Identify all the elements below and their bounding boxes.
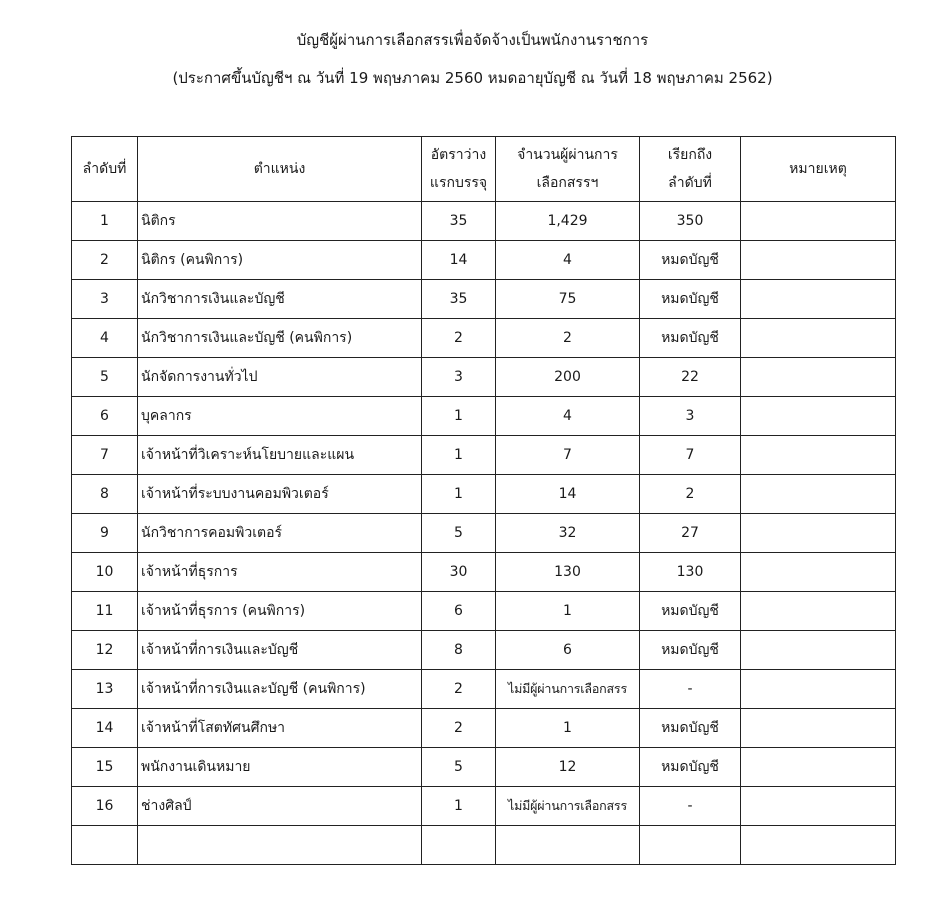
cell-called: หมดบัญชี [640,592,741,631]
header-called [640,137,741,202]
cell-no: 1 [72,202,138,241]
cell-called: หมดบัญชี [640,241,741,280]
table-row [72,553,896,592]
cell-position: นักวิชาการเงินและบัญชี (คนพิการ) [138,319,422,358]
cell-position: นิติกร (คนพิการ) [138,241,422,280]
cell-no: 16 [72,787,138,826]
document-title: บัญชีผู้ผ่านการเลือกสรรเพื่อจัดจ้างเป็นพนักงานราชการ [296,31,649,49]
table-row [72,202,896,241]
cell-called: 130 [640,553,741,592]
cell-called: 27 [640,514,741,553]
cell-position: เจ้าหน้าที่โสตทัศนศึกษา [138,709,422,748]
table-row [72,436,896,475]
cell-passed: 1 [496,709,640,748]
table-row [72,787,896,826]
header-remark: หมายเหตุ [741,137,896,202]
cell-no: 6 [72,397,138,436]
cell-position: นักวิชาการคอมพิวเตอร์ [138,514,422,553]
cell-remark [741,436,896,475]
cell-vacancy: 35 [422,280,496,319]
cell-vacancy: 1 [422,397,496,436]
table-row [72,280,896,319]
table-row [72,631,896,670]
cell-called: - [640,787,741,826]
cell-passed: 6 [496,631,640,670]
cell-no: 10 [72,553,138,592]
table-row [72,241,896,280]
cell-called [640,826,741,865]
cell-called: 3 [640,397,741,436]
cell-no: 12 [72,631,138,670]
table-row [72,826,896,865]
cell-position: พนักงานเดินหมาย [138,748,422,787]
cell-remark [741,202,896,241]
cell-position: นิติกร [138,202,422,241]
cell-remark [741,475,896,514]
cell-called: 7 [640,436,741,475]
cell-position: บุคลากร [138,397,422,436]
cell-no: 5 [72,358,138,397]
cell-remark [741,631,896,670]
cell-vacancy: 14 [422,241,496,280]
cell-vacancy: 2 [422,319,496,358]
cell-vacancy: 2 [422,709,496,748]
header-passed-line2: เลือกสรรฯ [536,175,599,191]
cell-called: หมดบัญชี [640,748,741,787]
candidate-roster-table [71,136,896,865]
header-vacancy-line1: อัตราว่าง [430,147,487,163]
table-row [72,397,896,436]
cell-remark [741,397,896,436]
cell-called: 22 [640,358,741,397]
cell-vacancy: 8 [422,631,496,670]
cell-no: 9 [72,514,138,553]
cell-vacancy: 1 [422,475,496,514]
header-vacancy-line2: แรกบรรจุ [429,175,488,191]
table-row [72,514,896,553]
cell-passed: ไม่มีผู้ผ่านการเลือกสรร [496,787,640,826]
cell-remark [741,514,896,553]
header-passed [496,137,640,202]
cell-no: 15 [72,748,138,787]
cell-called: หมดบัญชี [640,709,741,748]
header-no: ลำดับที่ [72,137,138,202]
cell-remark [741,748,896,787]
cell-called: 2 [640,475,741,514]
table-row [72,709,896,748]
cell-position: นักวิชาการเงินและบัญชี [138,280,422,319]
cell-passed: 2 [496,319,640,358]
cell-no: 13 [72,670,138,709]
cell-vacancy: 2 [422,670,496,709]
table-row [72,592,896,631]
table-header-row [72,137,896,202]
cell-remark [741,358,896,397]
cell-remark [741,709,896,748]
cell-passed: 1 [496,592,640,631]
cell-called: หมดบัญชี [640,319,741,358]
cell-no: 4 [72,319,138,358]
table-row [72,475,896,514]
cell-position [138,826,422,865]
table-row [72,358,896,397]
cell-no: 7 [72,436,138,475]
table-row [72,748,896,787]
table-row [72,670,896,709]
cell-vacancy: 6 [422,592,496,631]
cell-passed: ไม่มีผู้ผ่านการเลือกสรร [496,670,640,709]
cell-passed: 14 [496,475,640,514]
cell-vacancy: 5 [422,748,496,787]
cell-vacancy: 3 [422,358,496,397]
cell-remark [741,319,896,358]
cell-position: ช่างศิลป์ [138,787,422,826]
cell-remark [741,553,896,592]
cell-remark [741,787,896,826]
cell-no: 11 [72,592,138,631]
header-called-line2: ลำดับที่ [668,175,712,191]
cell-passed: 32 [496,514,640,553]
cell-position: นักจัดการงานทั่วไป [138,358,422,397]
cell-position: เจ้าหน้าที่การเงินและบัญชี [138,631,422,670]
cell-called: 350 [640,202,741,241]
cell-vacancy [422,826,496,865]
header-vacancy [422,137,496,202]
cell-passed: 12 [496,748,640,787]
cell-position: เจ้าหน้าที่ระบบงานคอมพิวเตอร์ [138,475,422,514]
cell-passed: 7 [496,436,640,475]
cell-passed: 1,429 [496,202,640,241]
table-body [72,202,896,865]
cell-position: เจ้าหน้าที่วิเคราะห์นโยบายและแผน [138,436,422,475]
cell-remark [741,826,896,865]
cell-passed [496,826,640,865]
header-called-line1: เรียกถึง [667,147,713,163]
cell-vacancy: 35 [422,202,496,241]
cell-remark [741,280,896,319]
document-subtitle: (ประกาศขึ้นบัญชีฯ ณ วันที่ 19 พฤษภาคม 2560 หมดอายุบัญชี ณ วันที่ 18 พฤษภาคม 2562) [172,69,773,87]
cell-remark [741,241,896,280]
cell-called: หมดบัญชี [640,280,741,319]
cell-position: เจ้าหน้าที่การเงินและบัญชี (คนพิการ) [138,670,422,709]
cell-vacancy: 1 [422,436,496,475]
cell-passed: 75 [496,280,640,319]
cell-passed: 4 [496,397,640,436]
cell-vacancy: 1 [422,787,496,826]
cell-passed: 4 [496,241,640,280]
cell-position: เจ้าหน้าที่ธุรการ [138,553,422,592]
cell-vacancy: 5 [422,514,496,553]
cell-no: 3 [72,280,138,319]
table-row [72,319,896,358]
cell-no: 8 [72,475,138,514]
header-position: ตำแหน่ง [138,137,422,202]
cell-passed: 130 [496,553,640,592]
cell-remark [741,592,896,631]
cell-passed: 200 [496,358,640,397]
cell-called: หมดบัญชี [640,631,741,670]
cell-no [72,826,138,865]
header-passed-line1: จำนวนผู้ผ่านการ [517,147,618,163]
cell-remark [741,670,896,709]
cell-no: 14 [72,709,138,748]
cell-vacancy: 30 [422,553,496,592]
cell-no: 2 [72,241,138,280]
cell-position: เจ้าหน้าที่ธุรการ (คนพิการ) [138,592,422,631]
cell-called: - [640,670,741,709]
